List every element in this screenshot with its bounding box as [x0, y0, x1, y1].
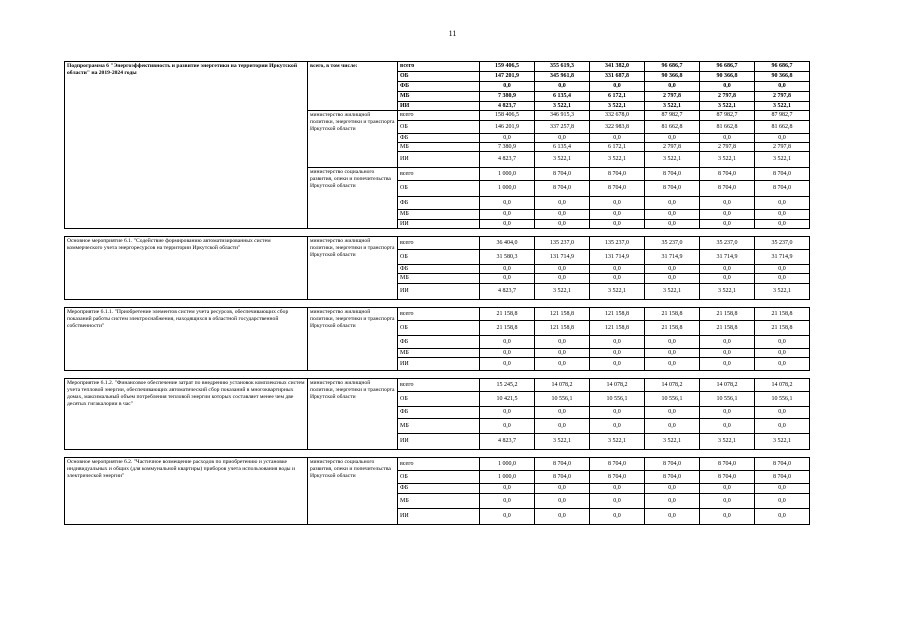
amount-cell: 345 961,8: [535, 72, 590, 82]
amount-cell: 0,0: [700, 265, 755, 274]
amount-cell: 0,0: [645, 484, 700, 494]
block-spacer: [65, 371, 810, 379]
amount-cell: 8 704,0: [755, 168, 810, 181]
funding-source-cell: ФБ: [398, 134, 480, 143]
funding-source-cell: ОБ: [398, 321, 480, 336]
amount-cell: 0,0: [700, 82, 755, 92]
amount-cell: 96 686,7: [755, 62, 810, 72]
amount-cell: 0,0: [755, 358, 810, 371]
amount-cell: 21 158,8: [480, 321, 535, 336]
amount-cell: 0,0: [645, 197, 700, 210]
amount-cell: 3 522,1: [590, 152, 645, 168]
amount-cell: 0,0: [590, 82, 645, 92]
block-spacer: [65, 300, 810, 308]
amount-cell: 6 172,1: [590, 92, 645, 102]
amount-cell: 3 522,1: [645, 102, 700, 111]
executor-cell: министерство жилищной политики, энергетики и транспорта Иркутской области: [308, 237, 398, 300]
amount-cell: 0,0: [480, 419, 535, 434]
amount-cell: 0,0: [755, 197, 810, 210]
amount-cell: 90 366,8: [755, 72, 810, 82]
amount-cell: 15 245,2: [480, 379, 535, 392]
amount-cell: 3 522,1: [590, 284, 645, 300]
amount-cell: 0,0: [700, 407, 755, 419]
funding-source-cell: ИИ: [398, 102, 480, 111]
amount-cell: 0,0: [535, 407, 590, 419]
amount-cell: 96 686,7: [645, 62, 700, 72]
funding-source-cell: ОБ: [398, 121, 480, 134]
amount-cell: 0,0: [535, 358, 590, 371]
funding-source-cell: ФБ: [398, 484, 480, 494]
amount-cell: 21 158,8: [755, 308, 810, 321]
amount-cell: 0,0: [480, 265, 535, 274]
amount-cell: 0,0: [480, 484, 535, 494]
amount-cell: 10 421,5: [480, 392, 535, 407]
amount-cell: 0,0: [755, 419, 810, 434]
amount-cell: 0,0: [480, 349, 535, 358]
page-number: 11: [448, 29, 457, 38]
amount-cell: 0,0: [535, 197, 590, 210]
amount-cell: 121 158,8: [535, 308, 590, 321]
amount-cell: 1 000,0: [480, 471, 535, 484]
amount-cell: 337 257,8: [535, 121, 590, 134]
amount-cell: 35 237,0: [645, 237, 700, 250]
executor-cell: министерство социального развития, опеки и попечительства Иркутской области: [308, 168, 398, 229]
amount-cell: 0,0: [535, 494, 590, 509]
amount-cell: 90 366,8: [700, 72, 755, 82]
amount-cell: 0,0: [535, 82, 590, 92]
amount-cell: 0,0: [700, 210, 755, 220]
funding-source-cell: ФБ: [398, 82, 480, 92]
funding-source-cell: всего: [398, 62, 480, 72]
amount-cell: 31 580,3: [480, 250, 535, 265]
amount-cell: 0,0: [755, 274, 810, 284]
amount-cell: 3 522,1: [755, 102, 810, 111]
funding-source-cell: МБ: [398, 274, 480, 284]
amount-cell: 0,0: [590, 336, 645, 349]
amount-cell: 159 406,5: [480, 62, 535, 72]
amount-cell: 8 704,0: [700, 168, 755, 181]
amount-cell: 90 366,8: [645, 72, 700, 82]
funding-source-cell: МБ: [398, 143, 480, 152]
amount-cell: 0,0: [480, 358, 535, 371]
amount-cell: 2 797,8: [755, 92, 810, 102]
amount-cell: 0,0: [590, 274, 645, 284]
amount-cell: 6 172,1: [590, 143, 645, 152]
funding-source-cell: МБ: [398, 349, 480, 358]
amount-cell: 0,0: [645, 265, 700, 274]
amount-cell: 3 522,1: [645, 284, 700, 300]
amount-cell: 0,0: [700, 484, 755, 494]
amount-cell: 14 078,2: [645, 379, 700, 392]
amount-cell: 4 823,7: [480, 102, 535, 111]
amount-cell: 0,0: [755, 134, 810, 143]
amount-cell: 6 135,4: [535, 92, 590, 102]
amount-cell: 14 078,2: [755, 379, 810, 392]
amount-cell: 10 556,1: [535, 392, 590, 407]
budget-table: [64, 61, 810, 525]
amount-cell: 0,0: [700, 494, 755, 509]
amount-cell: 0,0: [755, 220, 810, 229]
amount-cell: 0,0: [755, 210, 810, 220]
amount-cell: 8 704,0: [645, 168, 700, 181]
funding-source-cell: всего: [398, 168, 480, 181]
amount-cell: 31 714,9: [700, 250, 755, 265]
amount-cell: 2 797,8: [755, 143, 810, 152]
funding-source-cell: ОБ: [398, 72, 480, 82]
funding-source-cell: ФБ: [398, 197, 480, 210]
amount-cell: 0,0: [755, 407, 810, 419]
amount-cell: 10 556,1: [645, 392, 700, 407]
amount-cell: 0,0: [700, 358, 755, 371]
funding-source-cell: ОБ: [398, 392, 480, 407]
amount-cell: 135 237,0: [535, 237, 590, 250]
amount-cell: 0,0: [645, 419, 700, 434]
amount-cell: 8 704,0: [535, 458, 590, 471]
amount-cell: 87 982,7: [755, 111, 810, 121]
amount-cell: 35 237,0: [700, 237, 755, 250]
amount-cell: 0,0: [535, 336, 590, 349]
funding-source-cell: всего: [398, 308, 480, 321]
amount-cell: 131 714,9: [590, 250, 645, 265]
amount-cell: 0,0: [755, 509, 810, 525]
amount-cell: 14 078,2: [590, 379, 645, 392]
amount-cell: 81 662,8: [755, 121, 810, 134]
funding-source-cell: МБ: [398, 419, 480, 434]
amount-cell: 0,0: [590, 419, 645, 434]
funding-source-cell: всего: [398, 379, 480, 392]
amount-cell: 21 158,8: [645, 321, 700, 336]
amount-cell: 3 522,1: [535, 102, 590, 111]
amount-cell: 0,0: [700, 509, 755, 525]
amount-cell: 3 522,1: [755, 434, 810, 450]
amount-cell: 8 704,0: [590, 181, 645, 197]
amount-cell: 8 704,0: [700, 471, 755, 484]
funding-source-cell: ИИ: [398, 284, 480, 300]
amount-cell: 331 687,8: [590, 72, 645, 82]
funding-source-cell: ИИ: [398, 220, 480, 229]
funding-source-cell: ОБ: [398, 181, 480, 197]
amount-cell: 4 823,7: [480, 152, 535, 168]
amount-cell: 0,0: [535, 265, 590, 274]
amount-cell: 0,0: [480, 197, 535, 210]
amount-cell: 0,0: [755, 336, 810, 349]
amount-cell: 0,0: [755, 494, 810, 509]
amount-cell: 0,0: [535, 274, 590, 284]
amount-cell: 81 662,8: [700, 121, 755, 134]
program-name-cell: Мероприятие 6.1.1. "Приобретение элементов систем учета ресурсов, обеспечивающих сбор показаний работы систем электроснабжения, находящихся в областной государственной собственности": [65, 308, 308, 371]
program-name-cell: Мероприятие 6.1.2. "Финансовое обеспечение затрат по внедрению установок комплексных систем учета тепловой энергии, обеспечивающих автоматический сбор показаний в многоквартирных домах, максимальный объем потребления тепловой энергии которых составляет менее чем две десятых гигакалории в час": [65, 379, 308, 450]
amount-cell: 3 522,1: [755, 284, 810, 300]
amount-cell: 8 704,0: [700, 458, 755, 471]
amount-cell: 0,0: [590, 494, 645, 509]
amount-cell: 4 823,7: [480, 434, 535, 450]
amount-cell: 10 556,1: [590, 392, 645, 407]
funding-source-cell: ОБ: [398, 250, 480, 265]
amount-cell: 1 000,0: [480, 168, 535, 181]
amount-cell: 0,0: [645, 274, 700, 284]
executor-cell: министерство жилищной политики, энергетики и транспорта Иркутской области: [308, 379, 398, 450]
amount-cell: 3 522,1: [590, 102, 645, 111]
amount-cell: 0,0: [645, 349, 700, 358]
funding-source-cell: ОБ: [398, 471, 480, 484]
funding-source-cell: МБ: [398, 494, 480, 509]
amount-cell: 0,0: [480, 336, 535, 349]
amount-cell: 135 237,0: [590, 237, 645, 250]
amount-cell: 21 158,8: [755, 321, 810, 336]
amount-cell: 0,0: [590, 134, 645, 143]
amount-cell: 87 982,7: [700, 111, 755, 121]
amount-cell: 0,0: [700, 349, 755, 358]
amount-cell: 0,0: [535, 419, 590, 434]
amount-cell: 8 704,0: [700, 181, 755, 197]
amount-cell: 0,0: [700, 274, 755, 284]
amount-cell: 0,0: [535, 134, 590, 143]
amount-cell: 8 704,0: [645, 471, 700, 484]
amount-cell: 3 522,1: [700, 152, 755, 168]
amount-cell: 158 406,5: [480, 111, 535, 121]
amount-cell: 8 704,0: [535, 181, 590, 197]
amount-cell: 14 078,2: [700, 379, 755, 392]
amount-cell: 36 404,0: [480, 237, 535, 250]
amount-cell: 8 704,0: [590, 168, 645, 181]
amount-cell: 0,0: [590, 220, 645, 229]
amount-cell: 8 704,0: [755, 458, 810, 471]
amount-cell: 0,0: [535, 509, 590, 525]
funding-source-cell: всего: [398, 458, 480, 471]
amount-cell: 8 704,0: [755, 181, 810, 197]
amount-cell: 7 380,9: [480, 143, 535, 152]
executor-cell: министерство жилищной политики, энергетики и транспорта Иркутской области: [308, 308, 398, 371]
amount-cell: 3 522,1: [700, 284, 755, 300]
amount-cell: 3 522,1: [645, 434, 700, 450]
amount-cell: 0,0: [590, 509, 645, 525]
amount-cell: 0,0: [645, 210, 700, 220]
amount-cell: 131 714,9: [535, 250, 590, 265]
amount-cell: 0,0: [480, 494, 535, 509]
amount-cell: 21 158,8: [700, 308, 755, 321]
amount-cell: 35 237,0: [755, 237, 810, 250]
amount-cell: 2 797,8: [700, 92, 755, 102]
amount-cell: 96 686,7: [700, 62, 755, 72]
program-name-cell: Основное мероприятие 6.1. "Содействие формированию автоматизированных систем коммерческого учета энергоресурсов на территории Иркутской области": [65, 237, 308, 300]
amount-cell: 21 158,8: [480, 308, 535, 321]
amount-cell: 10 556,1: [755, 392, 810, 407]
funding-source-cell: всего: [398, 237, 480, 250]
amount-cell: 121 158,8: [590, 321, 645, 336]
amount-cell: 10 556,1: [700, 392, 755, 407]
table-row: [65, 62, 810, 72]
amount-cell: 3 522,1: [700, 434, 755, 450]
amount-cell: 121 158,8: [535, 321, 590, 336]
amount-cell: 87 982,7: [645, 111, 700, 121]
amount-cell: 341 382,0: [590, 62, 645, 72]
amount-cell: 0,0: [590, 197, 645, 210]
funding-source-cell: ИИ: [398, 509, 480, 525]
amount-cell: 0,0: [645, 134, 700, 143]
amount-cell: 3 522,1: [590, 434, 645, 450]
funding-source-cell: ФБ: [398, 336, 480, 349]
amount-cell: 121 158,8: [590, 308, 645, 321]
amount-cell: 31 714,9: [645, 250, 700, 265]
amount-cell: 0,0: [645, 220, 700, 229]
amount-cell: 2 797,8: [645, 143, 700, 152]
amount-cell: 0,0: [645, 509, 700, 525]
amount-cell: 3 522,1: [535, 284, 590, 300]
amount-cell: 3 522,1: [755, 152, 810, 168]
amount-cell: 8 704,0: [590, 471, 645, 484]
amount-cell: 0,0: [535, 210, 590, 220]
amount-cell: 1 000,0: [480, 458, 535, 471]
amount-cell: 322 983,8: [590, 121, 645, 134]
amount-cell: 0,0: [645, 82, 700, 92]
amount-cell: 0,0: [590, 265, 645, 274]
amount-cell: 0,0: [700, 197, 755, 210]
program-name-cell: Основное мероприятие 6.2. "Частичное возмещение расходов по приобретению и установке индивидуальных и общих (для коммунальной квартиры) приборов учета использования воды и электрической энергии": [65, 458, 308, 525]
funding-source-cell: ФБ: [398, 407, 480, 419]
amount-cell: 6 135,4: [535, 143, 590, 152]
amount-cell: 0,0: [700, 419, 755, 434]
amount-cell: 0,0: [590, 349, 645, 358]
amount-cell: 0,0: [480, 82, 535, 92]
amount-cell: 0,0: [535, 349, 590, 358]
funding-source-cell: МБ: [398, 92, 480, 102]
amount-cell: 8 704,0: [535, 471, 590, 484]
amount-cell: 0,0: [645, 358, 700, 371]
amount-cell: 0,0: [700, 134, 755, 143]
amount-cell: 14 078,2: [535, 379, 590, 392]
amount-cell: 146 201,9: [480, 121, 535, 134]
amount-cell: 0,0: [480, 509, 535, 525]
amount-cell: 2 797,8: [645, 92, 700, 102]
amount-cell: 0,0: [755, 484, 810, 494]
amount-cell: 8 704,0: [535, 168, 590, 181]
amount-cell: 3 522,1: [535, 152, 590, 168]
amount-cell: 0,0: [590, 407, 645, 419]
amount-cell: 0,0: [590, 358, 645, 371]
amount-cell: 0,0: [480, 220, 535, 229]
amount-cell: 3 522,1: [535, 434, 590, 450]
amount-cell: 7 380,9: [480, 92, 535, 102]
amount-cell: 0,0: [480, 210, 535, 220]
table-row: [65, 458, 810, 471]
amount-cell: 0,0: [645, 407, 700, 419]
funding-source-cell: ФБ: [398, 265, 480, 274]
executor-cell: министерство социального развития, опеки и попечительства Иркутской области: [308, 458, 398, 525]
amount-cell: 2 797,8: [700, 143, 755, 152]
funding-source-cell: ИИ: [398, 358, 480, 371]
amount-cell: 0,0: [480, 407, 535, 419]
amount-cell: 0,0: [480, 134, 535, 143]
table-row: [65, 308, 810, 321]
block-spacer: [65, 450, 810, 458]
table-row: [65, 379, 810, 392]
amount-cell: 355 619,3: [535, 62, 590, 72]
amount-cell: 0,0: [755, 349, 810, 358]
amount-cell: 21 158,8: [645, 308, 700, 321]
amount-cell: 346 915,3: [535, 111, 590, 121]
table-row: [65, 237, 810, 250]
amount-cell: 0,0: [755, 265, 810, 274]
amount-cell: 0,0: [480, 274, 535, 284]
funding-source-cell: ИИ: [398, 152, 480, 168]
amount-cell: 0,0: [645, 494, 700, 509]
executor-cell: министерство жилищной политики, энергетики и транспорта Иркутской области: [308, 111, 398, 168]
amount-cell: 0,0: [755, 82, 810, 92]
amount-cell: 4 823,7: [480, 284, 535, 300]
amount-cell: 8 704,0: [590, 458, 645, 471]
amount-cell: 8 704,0: [755, 471, 810, 484]
amount-cell: 21 158,8: [700, 321, 755, 336]
amount-cell: 0,0: [645, 336, 700, 349]
program-name-cell: Подпрограмма 6 "Энергоэффективность и развитие энергетики на территории Иркутской области" на 2019-2024 годы: [65, 62, 308, 229]
amount-cell: 332 678,0: [590, 111, 645, 121]
executor-cell: всего, в том числе:: [308, 62, 398, 111]
amount-cell: 0,0: [535, 220, 590, 229]
amount-cell: 0,0: [535, 484, 590, 494]
amount-cell: 31 714,9: [755, 250, 810, 265]
block-spacer: [65, 229, 810, 237]
amount-cell: 8 704,0: [645, 181, 700, 197]
amount-cell: 0,0: [590, 210, 645, 220]
amount-cell: 0,0: [700, 220, 755, 229]
funding-source-cell: МБ: [398, 210, 480, 220]
amount-cell: 1 000,0: [480, 181, 535, 197]
amount-cell: 8 704,0: [645, 458, 700, 471]
amount-cell: 0,0: [590, 484, 645, 494]
amount-cell: 0,0: [700, 336, 755, 349]
funding-source-cell: ИИ: [398, 434, 480, 450]
amount-cell: 3 522,1: [700, 102, 755, 111]
funding-source-cell: всего: [398, 111, 480, 121]
amount-cell: 147 201,9: [480, 72, 535, 82]
amount-cell: 81 662,8: [645, 121, 700, 134]
amount-cell: 3 522,1: [645, 152, 700, 168]
